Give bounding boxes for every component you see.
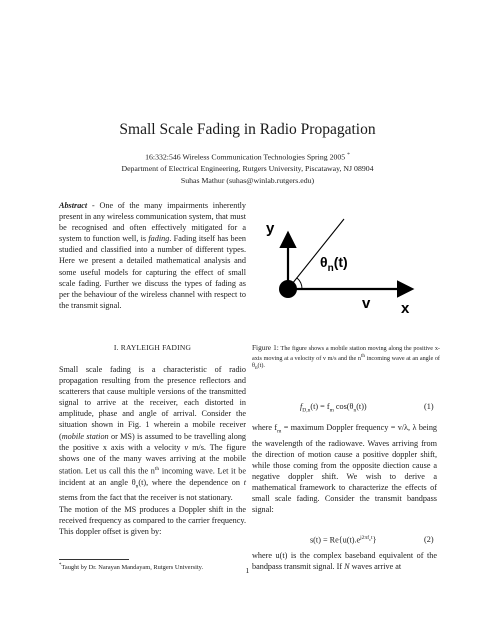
left-body-2 [59, 504, 246, 537]
footnote-text: Taught by Dr. Narayan Mandayam, Rutgers University. [61, 564, 204, 572]
section-heading: I. RAYLEIGH FADING [113, 343, 192, 352]
left-body-1 [59, 364, 246, 504]
equation-2: $s(t) = Re\{u(t).e^{j2\pi f_ct}\}$ [310, 535, 377, 545]
left-paragraph-1: Small scale fading is a characteristic of radio propagation resulting from the presence reflectors and scatterers that cause multiple versions of the transmitted signal to arrive at the receiver, each distorted in amplitude, phase and angle of arrival. Consider the situation shown in Fig. 1 wherein a mobile receiver (mobile station or MS) is assumed to be travelling along the positive x axis with a velocity v m/s. The figure shows one of the many waves arriving at the mobile station. Let us call this the $n^{th}$ incoming wave. Let it be incident at an angle $\theta_n(t)$, where the dependence on t stems from the fact that the receiver is not stationary. [59, 365, 247, 503]
figure-1-caption [252, 344, 440, 373]
author-line: Suhas Mathur (suhas@winlab.rutgers.edu) [180, 176, 315, 185]
right-body-1 [252, 422, 437, 515]
abstract-fading-term: fading [148, 234, 170, 244]
equation-1-number: (1) [424, 402, 434, 411]
label-v: v [362, 295, 371, 312]
equation-1: $f_{D,n}(t) = f_m$ $\cos(\theta_n(t))$ [300, 402, 367, 414]
caption-label: Figure 1: [252, 343, 279, 352]
caption-sup: th [360, 352, 365, 359]
figure-1-diagram [258, 205, 428, 345]
paper-title: Small Scale Fading in Radio Propagation [119, 121, 376, 138]
angle-arc [297, 278, 302, 289]
caption-text-1: The figure shows a mobile station moving along the positive x-axis moving at a velocity of v m/s and the n [252, 345, 440, 362]
caption-sub: n [254, 365, 258, 372]
right-paragraph-1: where $f_m$ = maximum Doppler frequency = v/λ, λ being the wavelength of the radiowave. Waves arriving from the direction of motion cause a positive doppler shift, while those coming from the opposite diection cause a negative doppler shift. We wish to derive a mathematical framework to characterize the effects of small scale fading. Consider the transmit bandpass signal: [252, 423, 438, 515]
equation-2-number: (2) [424, 535, 434, 544]
abstract-label: Abstract - [59, 201, 95, 210]
left-paragraph-2: The motion of the MS produces a Doppler shift in the received frequency as compared to the carrier frequency. This doppler offset is given by: [59, 505, 246, 537]
footnote-rule [59, 559, 129, 560]
course-footnote-mark: * [347, 152, 350, 158]
abstract-text-1: One of the many impairments inherently present in any wireless communication system, that must be recognised and often effectively mitigated for a system to function well, is [59, 201, 246, 244]
abstract-paragraph [59, 200, 246, 311]
course-text: 16:332:546 Wireless Communication Technologies Spring 2005 [145, 152, 346, 162]
label-y: y [266, 220, 275, 237]
label-x: x [401, 300, 410, 317]
page-number: 1 [245, 566, 250, 575]
course-line [0, 152, 495, 162]
footnote-mark: * [59, 563, 62, 568]
affiliation: Department of Electrical Engineering, Rutgers University, Piscataway, NJ 08904 [121, 164, 374, 173]
caption-text-3: (t). [257, 362, 265, 370]
abstract-text-2: . Fading itself has been studied and classified into a number of different types. Here we present a detailed mathematical analysis and some useful models for capturing the effect of small scale fading. Further we discuss the types of fading as per the behaviour of the wireless channel with respect to the transmit signal. [59, 234, 246, 310]
abstract-block [59, 200, 246, 311]
caption-text-2: incoming wave at an angle of θ [252, 354, 440, 370]
right-paragraph-2: where u(t) is the complex baseband equivalent of the bandpass transmit signal. If N waves arrive at [252, 551, 437, 572]
mobile-station-dot [279, 280, 297, 298]
label-theta: $\theta_n(t)$ [320, 254, 348, 274]
